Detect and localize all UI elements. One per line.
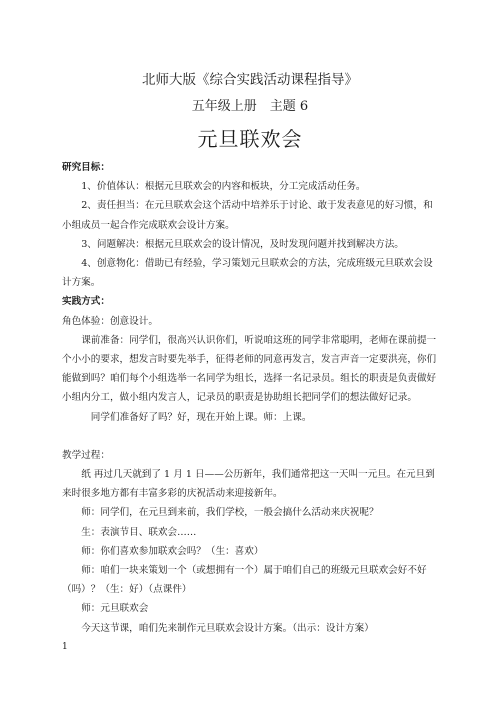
process-paragraph: 纸 再过几天就到了 1 月 1 日——公历新年，我们通常把这一天叫一元旦。在元旦到来时很多地方都有丰富多彩的庆祝活动来迎接新年。 <box>62 469 435 500</box>
methods-line: 角色体验：创意设计。 <box>62 315 158 327</box>
spacer <box>62 427 442 446</box>
process-paragraph: 师：咱们一块来策划一个（或想拥有一个）属于咱们自己的班级元旦联欢会好不好（吗）？（生：好）（点课件） <box>62 565 427 596</box>
ready-paragraph: 同学们准备好了吗？好，现在开始上课。师：上课。 <box>90 411 312 423</box>
process-heading: 教学过程： <box>62 449 110 461</box>
goal-item: 1、价值体认：根据元旦联欢会的内容和板块，分工完成活动任务。 <box>81 181 366 193</box>
goal-item: 4、创意物化：借助已有经验，学习策划元旦联欢会的方法，完成班级元旦联欢会设计方案。 <box>62 258 433 289</box>
methods-heading: 实践方式： <box>62 296 110 308</box>
book-title: 北师大版《综合实践活动课程指导》 <box>142 72 358 88</box>
grade-theme-subtitle: 五年级上册 主题 6 <box>191 99 309 114</box>
process-paragraph: 生：表演节目、联欢会…… <box>81 526 197 538</box>
lesson-title: 元旦联欢会 <box>197 127 303 151</box>
process-paragraph: 师：同学们，在元旦到来前，我们学校，一般会搞什么活动来庆祝呢？ <box>81 507 379 519</box>
goal-item: 3、问题解决：根据元旦联欢会的设计情况，及时发现问题并找到解决方法。 <box>81 238 404 250</box>
process-paragraph: 师：你们喜欢参加联欢会吗？（生：喜欢） <box>81 545 264 557</box>
goals-heading: 研究目标： <box>62 162 110 173</box>
prep-paragraph: 课前准备：同学们，很高兴认识你们，听说咱这班的同学非常聪明，老师在课前提一个小小的要求，想发言时要先举手，征得老师的同意再发言，发言声音一定要洪亮，你们能做到吗？咱们每个小组选举一名同学为组长，选择一名记录员。组长的职责是负责做好小组内分工，做小组内发言人，记录员的职责是协助组长把同学们的想法做好记录。 <box>62 334 437 404</box>
process-paragraph: 师：元旦联欢会 <box>81 603 149 615</box>
process-paragraph: 今天这节课，咱们先来制作元旦联欢会设计方案。（出示：设计方案） <box>81 622 374 634</box>
goal-item: 2、责任担当：在元旦联欢会这个活动中培养乐于讨论、敢于发表意见的好习惯，和小组成员一起合作完成联欢会设计方案。 <box>62 200 433 231</box>
page-number: 1 <box>62 642 68 652</box>
document-body <box>62 158 442 638</box>
